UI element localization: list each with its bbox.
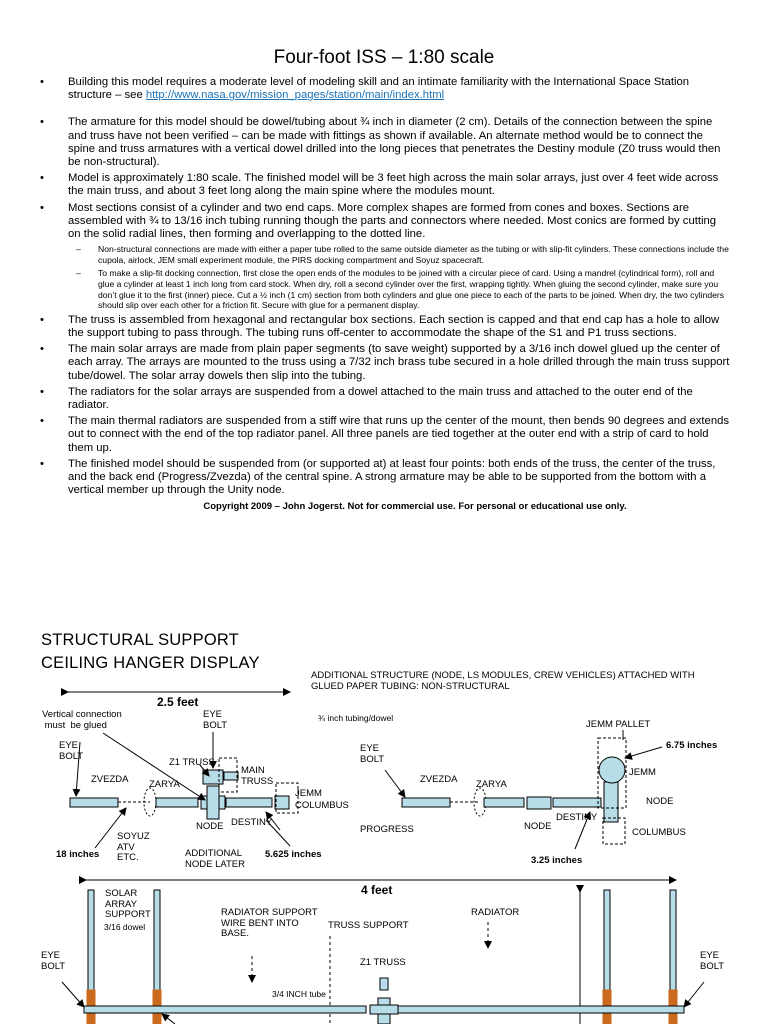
eye-bolt-label: EYE BOLT: [203, 709, 228, 731]
list-item: • The finished model should be suspended from (or supported at) at least four points: both ends of the truss, the center of the truss, and the back end (Progress/Zvezda) of the central spine. A strong armature may be able to be supported from the bottom with a vertical member up through the Unity node.: [40, 458, 730, 498]
zvezda-label: ZVEZDA: [91, 774, 129, 785]
main-truss-tube: [398, 1006, 684, 1013]
copyright-notice: Copyright 2009 – John Jogerst. Not for commercial use. For personal or educational use only.: [203, 501, 627, 513]
z1-truss-label: Z1 TRUSS: [169, 757, 215, 768]
dowel-label: 3/16 dowel: [104, 922, 146, 932]
destiny-module: [226, 798, 272, 807]
progress-label: PROGRESS: [360, 824, 414, 835]
columbus-label: COLUMBUS: [295, 800, 349, 811]
z1-truss-label: Z1 TRUSS: [360, 957, 406, 968]
eye-bolt-label: EYE BOLT: [360, 743, 385, 765]
vertical-connection: [207, 786, 219, 819]
destiny-label: DESTINY: [556, 812, 598, 823]
destiny-module-right: [553, 798, 601, 807]
main-truss-label: MAIN TRUSS: [241, 765, 274, 787]
dim-2-5-feet: 2.5 feet: [157, 695, 199, 709]
node-module-vertical: [604, 782, 618, 822]
section-heading-line2: CEILING HANGER DISPLAY: [41, 654, 260, 672]
node-label: NODE: [196, 821, 224, 832]
jemm-module: [599, 757, 625, 783]
sub-list-item: – To make a slip-fit docking connection, first close the open ends of the modules to be joined with a circular piece of card. Using a mandrel (cylindrical form), roll and glue a cylinder at least 1 inch long from card stock. When dry, roll a second cylinder over the first, wrapping tightly. When gluing the second cylinder, make sure you don’t glue it to the first (inner) piece. Cut a ½ inch (1 cm) section from both cylinders and glue one piece to each of the parts to be joined. When dry, the two cylinders should slip over each other for a friction fit. Secure with glue for a permanent display.: [40, 268, 730, 310]
node-module-right: [527, 797, 551, 809]
zarya-label: ZARYA: [149, 779, 180, 790]
section-heading-line1: STRUCTURAL SUPPORT: [41, 631, 239, 649]
sub-list-item: – Non-structural connections are made with either a paper tube rolled to the same outside diameter as the tubing or with slip-fit cylinders. These connections include the cupola, airlock, JEM small experiment module, the PIRS docking compartment and Soyuz spacecraft.: [40, 244, 730, 265]
jemm-label: JEMM: [629, 767, 656, 778]
dim-675-inches: 6.75 inches: [666, 740, 718, 751]
list-item: • The main thermal radiators are suspended from a stiff wire that runs up the center of the mount, then bends 90 degrees and extends out to connect with the end of the top radiator panel. All three panels are tied together at the outer end with a strip of card to hold them up.: [40, 415, 730, 455]
solar-array-dowel: [604, 890, 610, 990]
nasa-link[interactable]: http://www.nasa.gov/mission_pages/station/main/index.html: [145, 89, 445, 102]
truss-support-label: TRUSS SUPPORT: [328, 920, 409, 931]
radiator-support-label: RADIATOR SUPPORT WIRE BENT INTO BASE.: [221, 907, 318, 939]
solar-array-support-label: SOLAR ARRAY SUPPORT: [105, 888, 151, 920]
page-title: Four-foot ISS – 1:80 scale: [273, 47, 495, 68]
zarya-label: ZARYA: [476, 779, 507, 790]
list-item: • The radiators for the solar arrays are suspended from a dowel attached to the main truss and attached to the outer end of the radiator.: [40, 386, 730, 412]
main-truss-tube: [84, 1006, 366, 1013]
node-label: NODE: [646, 796, 674, 807]
tubing-label: ¾ inch tubing/dowel: [318, 713, 394, 723]
dim-18-inches: 18 inches: [56, 849, 100, 860]
destiny-label: DESTINY: [231, 817, 273, 828]
vertical-connection-note: Vertical connection must be glued: [42, 709, 122, 731]
dim-5625-inches: 5.625 inches: [265, 849, 322, 860]
list-item: • Model is approximately 1:80 scale. The finished model will be 3 feet high across the main solar arrays, just over 4 feet wide across the main truss, and about 3 feet long along the main spine where the modules mount.: [40, 172, 730, 198]
additional-structure-note: ADDITIONAL STRUCTURE (NODE, LS MODULES, CREW VEHICLES) ATTACHED WITH GLUED PAPER TUBING: NON-STRUCTURAL: [311, 670, 695, 692]
list-item: • The truss is assembled from hexagonal and rectangular box sections. Each section is capped and that end cap has a hole to allow the support tubing to pass through. The tubing runs off-center to accommodate the shape of the S1 and P1 truss sections.: [40, 314, 730, 340]
zvezda-label: ZVEZDA: [420, 774, 458, 785]
zarya-module: [156, 798, 198, 807]
jemm-label: JEMM: [295, 788, 322, 799]
additional-node-label: ADDITIONAL NODE LATER: [185, 848, 246, 870]
z1-truss: [380, 978, 388, 990]
node-label: NODE: [524, 821, 552, 832]
eye-bolt-label: EYE BOLT: [700, 950, 725, 972]
radiator-label: RADIATOR: [471, 907, 520, 918]
list-item: • Most sections consist of a cylinder and two end caps. More complex shapes are formed from cones and boxes. Sections are assembled with ¾ to 13/16 inch tubing running though the parts and connectors where needed. Most conics are formed by cutting on the solid radial lines, then forming and overlapping to the dotted line.: [40, 202, 730, 242]
solar-array-dowel: [154, 890, 160, 990]
list-item: • The armature for this model should be dowel/tubing about ¾ inch in diameter (2 cm). Details of the connection between the spine and truss have not been verified – can be made with fittings as shown if available. An alternate method would be to connect the spine and truss armatures with a vertical dowel drilled into the long pieces that penetrates the Destiny module (Z0 truss would then be non-structural).: [40, 116, 730, 169]
list-item: • The main solar arrays are made from plain paper segments (to save weight) supported by a 3/16 inch dowel glued up the center of each array. The arrays are mounted to the truss using a 7/32 inch brass tube secured in a hole drilled through the main truss support tube/dowel. The solar array dowels then slip into the tubing.: [40, 343, 730, 383]
zarya-module-right: [484, 798, 524, 807]
zvezda-module-right: [402, 798, 450, 807]
list-item-text: Building this model requires a moderate level of modeling skill and an intimate familiarity with the International Space Station structure – see: [68, 76, 690, 102]
solar-array-dowel: [88, 890, 94, 990]
solar-array-dowel: [670, 890, 676, 990]
dim-325-inches: 3.25 inches: [531, 855, 583, 866]
eye-bolt-label: EYE BOLT: [41, 950, 66, 972]
tube-label: 3/4 INCH tube: [272, 989, 326, 999]
zvezda-module: [70, 798, 118, 807]
jemm-pallet-label: JEMM PALLET: [586, 719, 651, 730]
dim-4-feet: 4 feet: [361, 883, 393, 897]
columbus-label: COLUMBUS: [632, 827, 686, 838]
eye-bolt-label: EYE BOLT: [59, 740, 84, 762]
soyuz-label: SOYUZ ATV ETC.: [117, 831, 150, 863]
